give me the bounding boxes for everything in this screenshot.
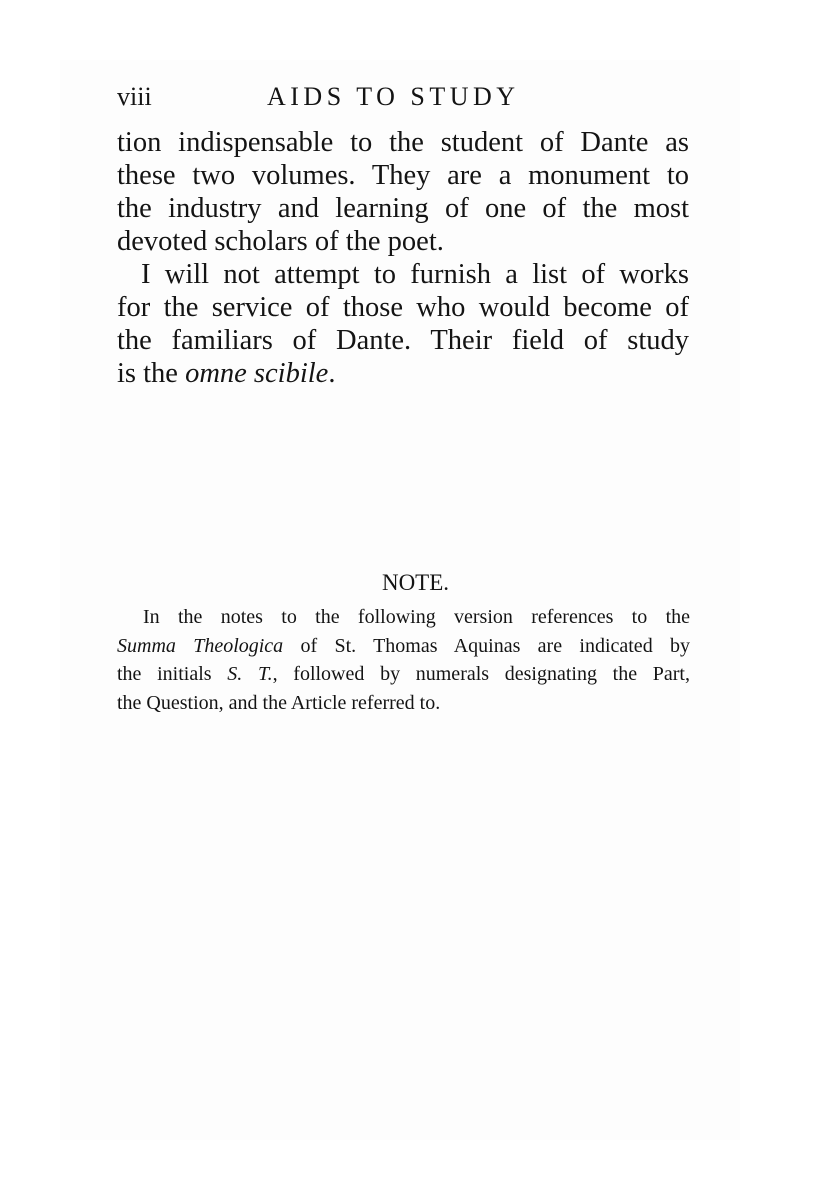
- page-number: viii: [117, 82, 152, 111]
- note-line: [117, 632, 690, 661]
- text-line: the industry and learning of one of the most: [117, 193, 689, 224]
- text-line: I will not attempt to furnish a list of works: [141, 259, 689, 290]
- running-head: [117, 80, 692, 114]
- body-text: [117, 126, 689, 390]
- text-line: the familiars of Dante. Their field of study: [117, 325, 689, 356]
- italic-title: Summa Theologica: [117, 634, 284, 657]
- note-line: the Question, and the Article referred to.: [117, 691, 441, 714]
- note-line: [117, 660, 690, 689]
- text-line: devoted scholars of the poet.: [117, 226, 444, 257]
- text-line: for the service of those who would become of: [117, 292, 689, 323]
- paragraph-1: [117, 126, 689, 258]
- note-line: In the notes to the following version references to the: [143, 606, 690, 628]
- text-line: tion indispensable to the student of Dante as: [117, 127, 689, 158]
- note-body: [117, 603, 690, 717]
- italic-initials: S. T.: [227, 663, 273, 685]
- text-fragment: , followed by numerals designating the Part,: [272, 663, 690, 685]
- text-line-last: [117, 357, 689, 390]
- text-fragment: is the: [117, 358, 186, 389]
- text-line: these two volumes. They are a monument to: [117, 160, 689, 191]
- running-title: AIDS TO STUDY: [267, 82, 520, 111]
- italic-phrase: omne scibile: [185, 358, 329, 389]
- text-fragment: of St. Thomas Aquinas are indicated by: [283, 634, 690, 657]
- paragraph-2: [117, 258, 689, 390]
- text-fragment: the initials: [117, 663, 228, 685]
- note-heading: NOTE.: [381, 570, 450, 595]
- text-fragment: .: [328, 358, 336, 389]
